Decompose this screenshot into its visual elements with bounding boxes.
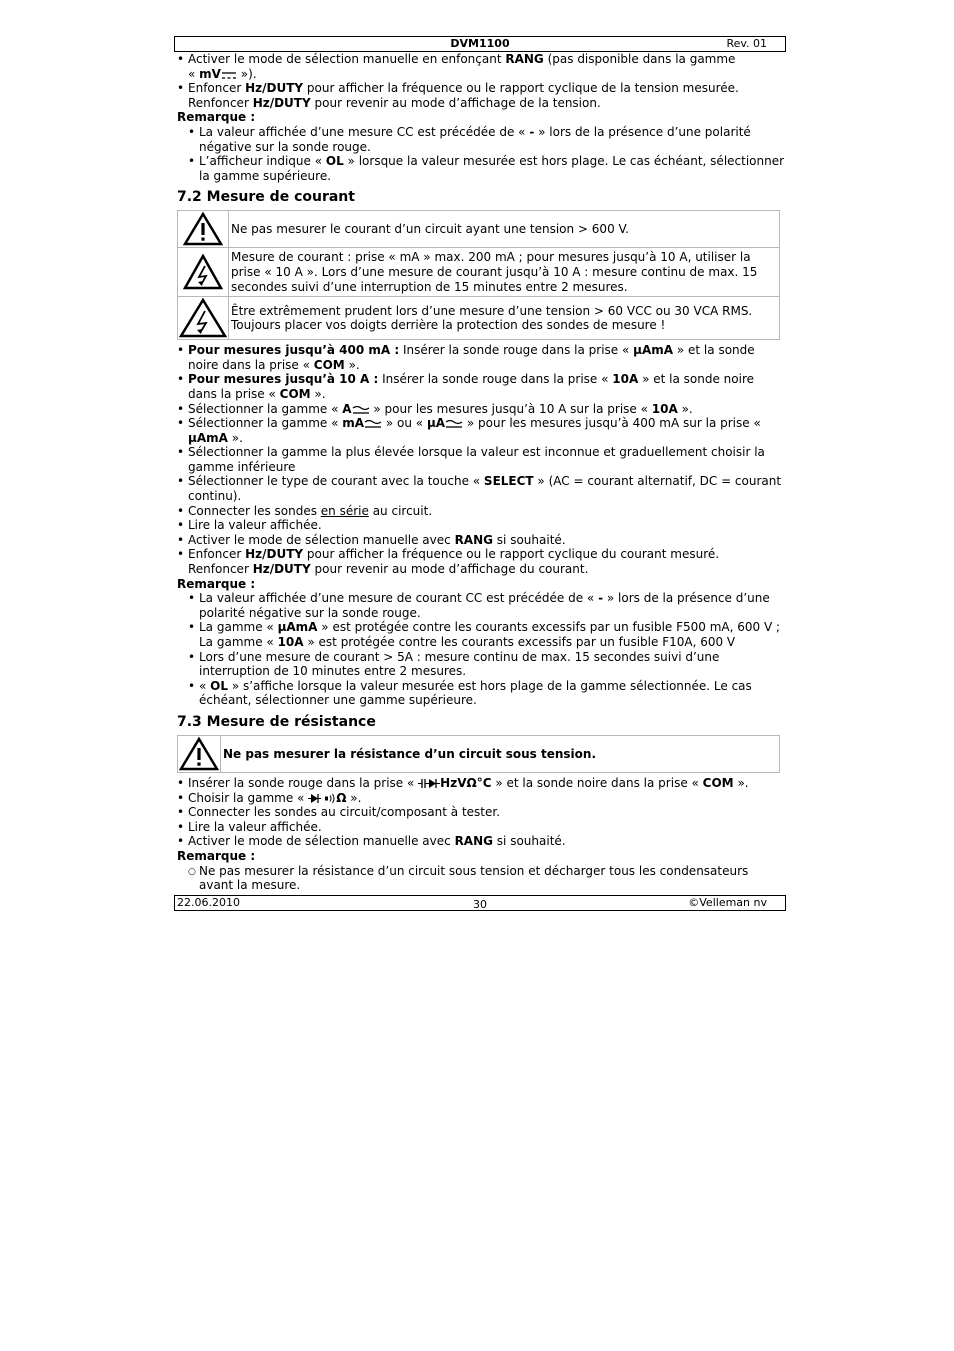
page-header (174, 36, 786, 52)
list-item: • Enfoncer Hz/DUTY pour afficher la fréquence ou le rapport cyclique de la tension mesurée. Renfoncer Hz/DUTY pour revenir au mode d’affichage de la tension. (177, 81, 786, 110)
warning-table-current (177, 210, 780, 340)
list-item: • « OL » s’affiche lorsque la valeur mesurée est hors plage de la gamme sélectionnée. Le cas échéant, sélectionner une gamme supérieure. (188, 679, 786, 708)
list-item: • Connecter les sondes en série au circuit. (177, 504, 786, 519)
warning-icon (179, 737, 219, 771)
list-item: • La gamme « µAmA » est protégée contre les courants excessifs par un fusible F500 mA, 600 V ; La gamme « 10A » est protégée contre les courants excessifs par un fusible F10A, 600 V (188, 620, 786, 649)
list-item: • La valeur affichée d’une mesure CC est précédée de « - » lors de la présence d’une polarité négative sur la sonde rouge. (188, 125, 786, 154)
warning-text: Ne pas mesurer le courant d’un circuit ayant une tension > 600 V. (229, 211, 780, 248)
top-remark-list (177, 125, 786, 183)
footer-date: 22.06.2010 (177, 895, 240, 909)
warning-text: Ne pas mesurer la résistance d’un circuit sous tension. (221, 735, 780, 772)
list-item: • Pour mesures jusqu’à 400 mA : Insérer la sonde rouge dans la prise « µAmA » et la sonde noire dans la prise « COM ». (177, 343, 786, 372)
warning-row (178, 211, 780, 248)
list-item: • La valeur affichée d’une mesure de courant CC est précédée de « - » lors de la présence d’une polarité négative sur la sonde rouge. (188, 591, 786, 620)
list-item: • L’afficheur indique « OL » lorsque la valeur mesurée est hors plage. Le cas échéant, sélectionner la gamme supérieure. (188, 154, 786, 183)
ac-dc-symbol-icon (352, 405, 370, 415)
warning-row (178, 735, 780, 772)
list-item: • Choisir la gamme « Ω ». (177, 791, 786, 806)
warning-row (178, 297, 780, 340)
current-remark-list (177, 591, 786, 708)
warning-text: Mesure de courant : prise « mA » max. 200 mA ; pour mesures jusqu’à 10 A, utiliser la prise « 10 A ». Lors d’une mesure de courant jusqu’à 10 A : mesure continu de max. 15 secondes suivi d’une interruption de 15 minutes entre 2 mesures. (229, 248, 780, 297)
high-voltage-icon (183, 254, 223, 290)
manual-page (174, 36, 786, 911)
capacitor-diode-symbol-icon (418, 778, 440, 789)
ac-dc-symbol-icon (445, 419, 463, 429)
page-number: 30 (473, 897, 487, 911)
high-voltage-icon (179, 298, 227, 338)
resistance-remark-list (177, 864, 786, 893)
remark-heading: Remarque : (177, 110, 256, 125)
resistance-bullet-list (177, 776, 786, 849)
diode-continuity-symbol-icon (308, 793, 336, 804)
list-item: • Lire la valeur affichée. (177, 518, 786, 533)
ac-dc-symbol-icon (364, 419, 382, 429)
warning-text: Être extrêmement prudent lors d’une mesure d’une tension > 60 VCC ou 30 VCA RMS. Toujours placer vos doigts derrière la protection des sondes de mesure ! (229, 297, 780, 340)
section-title-resistance: 7.3 Mesure de résistance (177, 713, 376, 730)
page-content (174, 52, 786, 893)
top-bullet-list (177, 52, 786, 110)
list-item: • Activer le mode de sélection manuelle en enfonçant RANG (pas disponible dans la gamme « mV »). (177, 52, 786, 81)
list-item: • Lors d’une mesure de courant > 5A : mesure continu de max. 15 secondes suivi d’une interruption de 10 minutes entre 2 mesures. (188, 650, 786, 679)
list-item: ○ Ne pas mesurer la résistance d’un circuit sous tension et décharger tous les condensateurs avant la mesure. (188, 864, 786, 893)
page-footer (174, 895, 786, 911)
section-title-current: 7.2 Mesure de courant (177, 189, 355, 206)
list-item: • Activer le mode de sélection manuelle avec RANG si souhaité. (177, 834, 786, 849)
footer-copyright: ©Velleman nv (688, 895, 767, 909)
warning-row (178, 248, 780, 297)
list-item: • Lire la valeur affichée. (177, 820, 786, 835)
list-item: • Connecter les sondes au circuit/composant à tester. (177, 805, 786, 820)
list-item: • Sélectionner la gamme « mA » ou « µA » pour les mesures jusqu’à 400 mA sur la prise « µAmA ». (177, 416, 786, 445)
remark-heading: Remarque : (177, 848, 256, 863)
list-item: • Sélectionner la gamme « A » pour les mesures jusqu’à 10 A sur la prise « 10A ». (177, 402, 786, 417)
list-item: • Enfoncer Hz/DUTY pour afficher la fréquence ou le rapport cyclique du courant mesuré. Renfoncer Hz/DUTY pour revenir au mode d’affichage du courant. (177, 547, 786, 576)
current-bullet-list (177, 343, 786, 577)
list-item: • Sélectionner le type de courant avec la touche « SELECT » (AC = courant alternatif, DC = courant continu). (177, 474, 786, 503)
list-item: • Sélectionner la gamme la plus élevée lorsque la valeur est inconnue et graduellement choisir la gamme inférieure (177, 445, 786, 474)
header-model: DVM1100 (450, 37, 510, 50)
dc-symbol-icon (221, 70, 237, 80)
header-revision: Rev. 01 (726, 37, 767, 50)
remark-heading: Remarque : (177, 576, 256, 591)
list-item: • Activer le mode de sélection manuelle avec RANG si souhaité. (177, 533, 786, 548)
list-item: • Insérer la sonde rouge dans la prise « HzVΩ°C » et la sonde noire dans la prise « COM ». (177, 776, 786, 791)
warning-icon (183, 212, 223, 246)
warning-table-resistance (177, 735, 780, 773)
list-item: • Pour mesures jusqu’à 10 A : Insérer la sonde rouge dans la prise « 10A » et la sonde noire dans la prise « COM ». (177, 372, 786, 401)
